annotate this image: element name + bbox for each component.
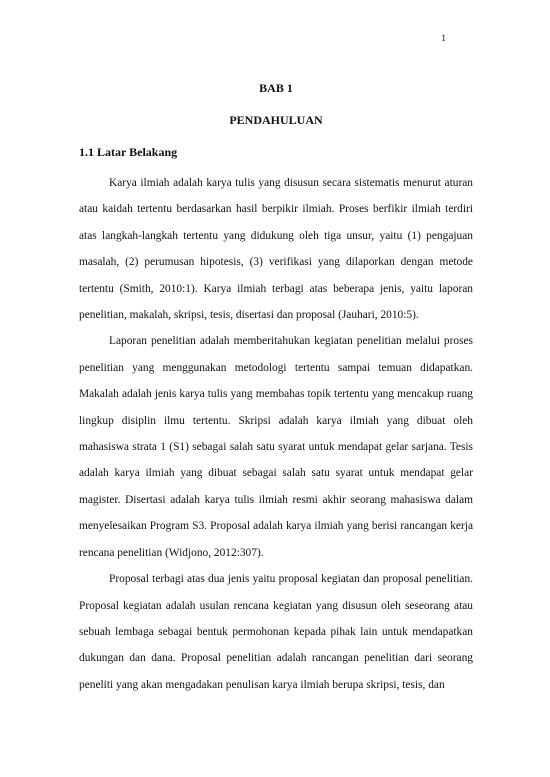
chapter-title: PENDAHULUAN bbox=[229, 113, 323, 127]
paragraph-2: Laporan penelitian adalah memberitahukan kegiatan penelitian melalui proses penelitian yang menggunakan metodologi tertentu sampai temuan didapatkan. Makalah adalah jenis karya tulis yang membahas topik tertentu yang mencakup ruang lingkup disiplin ilmu tertentu. Skripsi adalah karya ilmiah yang dibuat oleh mahasiswa strata 1 (S1) sebagai salah satu syarat untuk mendapat gelar sarjana. Tesis adalah karya ilmiah yang dibuat sebagai salah satu syarat untuk mendapat gelar magister. Disertasi adalah karya tulis ilmiah resmi akhir seorang mahasiswa dalam menyelesaikan Program S3. Proposal adalah karya ilmiah yang berisi rancangan kerja rencana penelitian (Widjono, 2012:307). bbox=[79, 335, 473, 559]
section-heading: 1.1 Latar Belakang bbox=[79, 145, 178, 159]
paragraph-1: Karya ilmiah adalah karya tulis yang disusun secara sistematis menurut aturan atau kaidah tertentu berdasarkan hasil berpikir ilmiah. Proses berfikir ilmiah terdiri atas langkah-langkah tertentu yang didukung oleh tiga unsur, yaitu (1) pengajuan masalah, (2) perumusan hipotesis, (3) verifikasi yang dilaporkan dengan metode tertentu (Smith, 2010:1). Karya ilmiah terbagi atas beberapa jenis, yaitu laporan penelitian, makalah, skripsi, tesis, disertasi dan proposal (Jauhari, 2010:5). bbox=[79, 177, 473, 322]
body-text bbox=[79, 170, 473, 698]
paragraph-3: Proposal terbagi atas dua jenis yaitu proposal kegiatan dan proposal penelitian. Proposal kegiatan adalah usulan rencana kegiatan yang disusun oleh seseorang atau sebuah lembaga sebagai bentuk permohonan kepada pihak lain untuk mendapatkan dukungan dan dana. Proposal penelitian adalah rancangan penelitian dari seorang peneliti yang akan mengadakan penulisan karya ilmiah berupa skripsi, tesis, dan bbox=[79, 573, 473, 691]
chapter-label: BAB 1 bbox=[259, 81, 293, 95]
page-number: 1 bbox=[441, 34, 446, 44]
